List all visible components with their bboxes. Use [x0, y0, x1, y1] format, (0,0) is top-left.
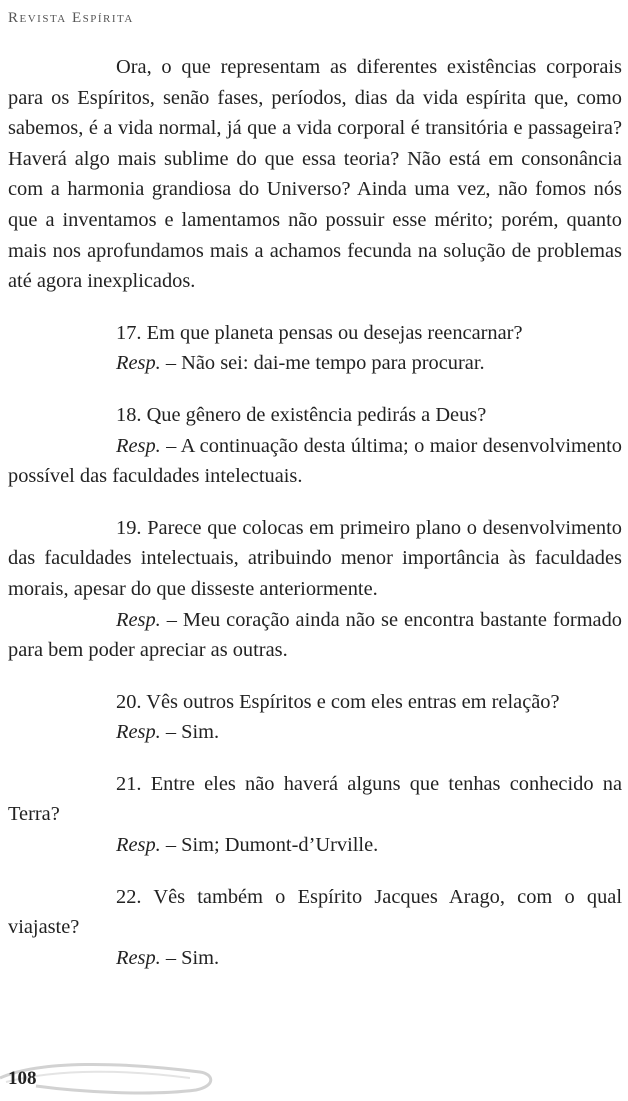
- running-header: Revista Espírita: [8, 10, 134, 26]
- answer-22-text: – Sim.: [160, 946, 220, 969]
- answer-17: [8, 348, 622, 379]
- answer-18: [8, 431, 622, 492]
- resp-label: Resp.: [116, 434, 161, 457]
- answer-20: [8, 717, 622, 748]
- resp-label: Resp.: [116, 834, 161, 857]
- question-21: 21. Entre eles não haverá alguns que tenhas conhecido na Terra?: [8, 772, 622, 826]
- resp-label: Resp.: [116, 721, 161, 744]
- intro-paragraph: Ora, o que representam as diferentes existências corporais para os Espíritos, senão fases, períodos, dias da vida espírita que, como sabemos, é a vida normal, já que a vida corporal é transitória e passageira? Haverá algo mais sublime do que essa teoria? Não está em consonância com a harmonia grandiosa do Universo? Ainda uma vez, não fomos nós que a inventamos e lamentamos não possuir esse mérito; porém, quanto mais nos aprofundamos mais a achamos fecunda na solução de problemas até agora inexplicados.: [8, 56, 622, 293]
- answer-18-text: – A continuação desta última; o maior desenvolvimento possível das faculdades intelectuais.: [8, 434, 622, 488]
- answer-22: [8, 943, 622, 974]
- page-number: 108: [8, 1068, 37, 1089]
- answer-19-text: – Meu coração ainda não se encontra bastante formado para bem poder apreciar as outras.: [8, 608, 622, 662]
- answer-19: [8, 605, 622, 666]
- answer-21-text: – Sim; Dumont-d’Urville.: [160, 834, 379, 857]
- question-18: 18. Que gênero de existência pedirás a Deus?: [116, 403, 487, 426]
- question-19: 19. Parece que colocas em primeiro plano o desenvolvimento das faculdades intelectuais, atribuindo menor importância às faculdades morais, apesar do que disseste anteriormente.: [8, 516, 622, 600]
- answer-21: [8, 830, 622, 861]
- question-17: 17. Em que planeta pensas ou desejas reencarnar?: [116, 321, 523, 344]
- question-20: 20. Vês outros Espíritos e com eles entras em relação?: [116, 690, 560, 713]
- question-22: 22. Vês também o Espírito Jacques Arago, com o qual viajaste?: [8, 885, 622, 939]
- resp-label: Resp.: [116, 608, 161, 631]
- resp-label: Resp.: [116, 946, 161, 969]
- page-body: [8, 52, 622, 973]
- answer-20-text: – Sim.: [160, 721, 220, 744]
- resp-label: Resp.: [116, 352, 161, 375]
- answer-17-text: – Não sei: dai-me tempo para procurar.: [160, 352, 485, 375]
